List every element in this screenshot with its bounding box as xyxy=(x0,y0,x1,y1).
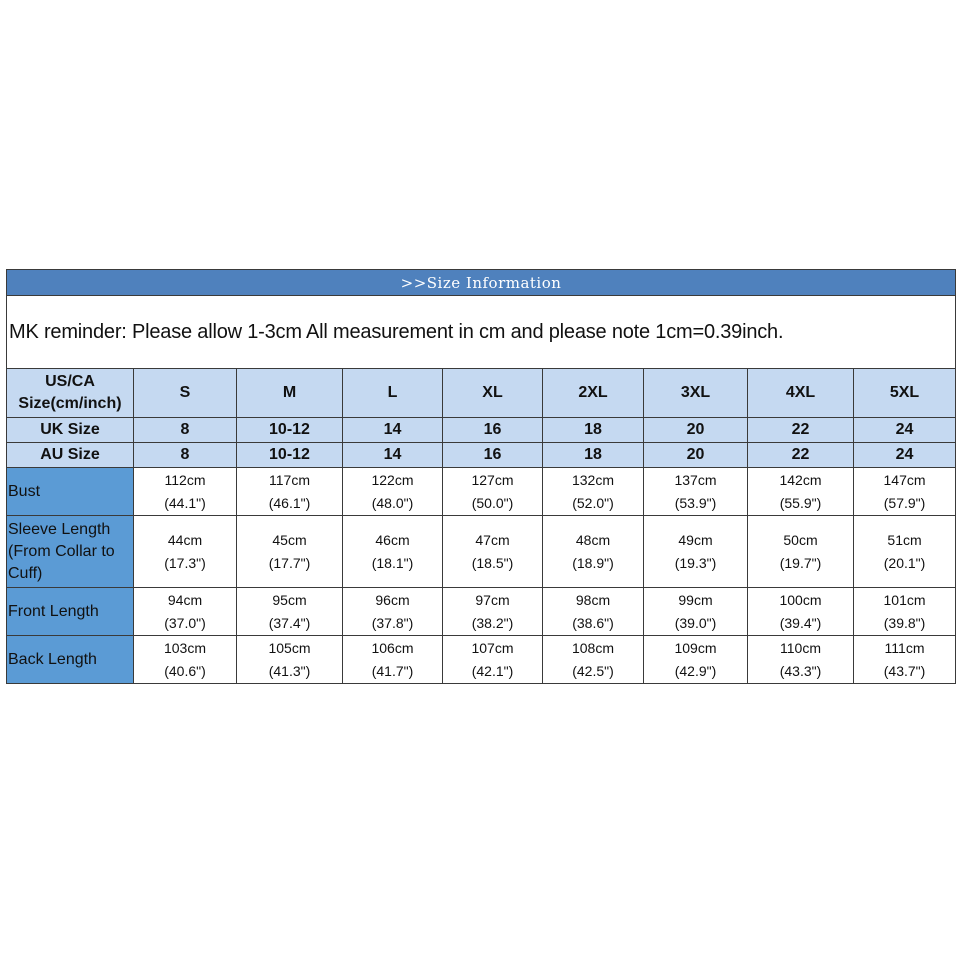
inch-value: (19.7") xyxy=(779,554,822,571)
cm-value: 110cm xyxy=(780,639,821,656)
cm-value: 94cm xyxy=(167,591,203,608)
inch-value: (38.6") xyxy=(572,614,614,631)
measurement-cell xyxy=(543,468,644,516)
cm-value: 45cm xyxy=(272,531,307,548)
size-cell: 5XL xyxy=(854,369,956,418)
cm-value: 122cm xyxy=(371,471,414,488)
measurement-cell xyxy=(644,468,748,516)
inch-value: (52.0") xyxy=(572,494,614,511)
uk-size-row xyxy=(7,418,956,443)
title-row xyxy=(7,270,956,296)
size-cell: 20 xyxy=(644,418,748,443)
inch-value: (38.2") xyxy=(471,614,514,631)
cm-value: 105cm xyxy=(268,639,311,656)
size-cell: 24 xyxy=(854,418,956,443)
measurement-cell xyxy=(443,588,543,636)
size-cell: 8 xyxy=(134,418,237,443)
inch-value: (41.3") xyxy=(268,662,311,679)
inch-value: (17.3") xyxy=(164,554,206,571)
inch-value: (37.0") xyxy=(164,614,206,631)
measurement-cell xyxy=(854,588,956,636)
back-length-row xyxy=(7,636,956,684)
inch-value: (57.9") xyxy=(883,494,926,511)
size-cell: 3XL xyxy=(644,369,748,418)
inch-value: (42.1") xyxy=(471,662,514,679)
size-cell: 16 xyxy=(443,443,543,468)
size-cell: XL xyxy=(443,369,543,418)
cm-value: 108cm xyxy=(571,639,615,656)
cm-value: 142cm xyxy=(779,471,822,488)
inch-value: (18.5") xyxy=(471,554,514,571)
measurement-cell xyxy=(854,636,956,684)
cm-value: 46cm xyxy=(375,531,410,548)
cm-value: 112cm xyxy=(164,471,206,488)
cm-value: 44cm xyxy=(167,531,203,548)
measurement-cell xyxy=(134,468,237,516)
bust-label: Bust xyxy=(7,468,134,516)
inch-value: (17.7") xyxy=(268,554,311,571)
reminder-row xyxy=(7,296,956,369)
cm-value: 98cm xyxy=(575,591,611,608)
us-ca-size-label: US/CA Size(cm/inch) xyxy=(7,369,134,418)
measurement-cell xyxy=(134,588,237,636)
cm-value: 111cm xyxy=(884,639,925,656)
measurement-cell xyxy=(854,468,956,516)
measurement-cell xyxy=(543,636,644,684)
bust-row xyxy=(7,468,956,516)
inch-value: (48.0") xyxy=(371,494,414,511)
measurement-cell xyxy=(343,588,443,636)
size-cell: 20 xyxy=(644,443,748,468)
size-cell: 14 xyxy=(343,418,443,443)
size-cell: S xyxy=(134,369,237,418)
size-cell: 22 xyxy=(748,443,854,468)
measurement-cell xyxy=(644,516,748,588)
inch-value: (44.1") xyxy=(164,494,206,511)
inch-value: (42.5") xyxy=(572,662,614,679)
size-cell: 16 xyxy=(443,418,543,443)
size-cell: 2XL xyxy=(543,369,644,418)
cm-value: 109cm xyxy=(674,639,717,656)
cm-value: 101cm xyxy=(883,591,926,608)
size-cell: 22 xyxy=(748,418,854,443)
cm-value: 100cm xyxy=(779,591,822,608)
back-length-label: Back Length xyxy=(7,636,134,684)
cm-value: 48cm xyxy=(575,531,611,548)
inch-value: (53.9") xyxy=(674,494,717,511)
measurement-cell xyxy=(237,468,343,516)
size-cell: 14 xyxy=(343,443,443,468)
cm-value: 127cm xyxy=(471,471,514,488)
size-cell: 8 xyxy=(134,443,237,468)
cm-value: 106cm xyxy=(371,639,414,656)
cm-value: 103cm xyxy=(163,639,207,656)
au-size-row xyxy=(7,443,956,468)
cm-value: 107cm xyxy=(471,639,514,656)
measurement-cell xyxy=(443,468,543,516)
reminder-note: MK reminder: Please allow 1-3cm All measurement in cm and please note 1cm=0.39inch. xyxy=(7,296,956,369)
inch-value: (39.4") xyxy=(779,614,822,631)
measurement-cell xyxy=(748,636,854,684)
inch-value: (20.1") xyxy=(883,554,926,571)
measurement-cell xyxy=(343,468,443,516)
us-ca-size-row xyxy=(7,369,956,418)
size-cell: 18 xyxy=(543,418,644,443)
measurement-cell xyxy=(134,636,237,684)
uk-size-label: UK Size xyxy=(7,418,134,443)
cm-value: 132cm xyxy=(571,471,615,488)
measurement-cell xyxy=(543,588,644,636)
measurement-cell xyxy=(343,636,443,684)
measurement-cell xyxy=(644,588,748,636)
measurement-cell xyxy=(748,516,854,588)
measurement-cell xyxy=(443,636,543,684)
cm-value: 97cm xyxy=(475,591,510,608)
inch-value: (46.1") xyxy=(268,494,311,511)
measurement-cell xyxy=(237,588,343,636)
size-cell: M xyxy=(237,369,343,418)
measurement-cell xyxy=(237,636,343,684)
cm-value: 95cm xyxy=(272,591,307,608)
inch-value: (43.7") xyxy=(883,662,926,679)
inch-value: (39.0") xyxy=(674,614,717,631)
measurement-cell xyxy=(854,516,956,588)
measurement-cell xyxy=(748,468,854,516)
inch-value: (37.8") xyxy=(371,614,414,631)
inch-value: (18.1") xyxy=(371,554,414,571)
cm-value: 137cm xyxy=(674,471,717,488)
size-chart-table xyxy=(6,269,956,684)
measurement-cell xyxy=(543,516,644,588)
cm-value: 147cm xyxy=(883,471,926,488)
inch-value: (18.9") xyxy=(572,554,614,571)
inch-value: (42.9") xyxy=(674,662,717,679)
size-cell: 10-12 xyxy=(237,443,343,468)
size-cell: L xyxy=(343,369,443,418)
cm-value: 50cm xyxy=(783,531,818,548)
inch-value: (50.0") xyxy=(471,494,514,511)
cm-value: 51cm xyxy=(887,531,922,548)
size-cell: 4XL xyxy=(748,369,854,418)
front-length-label: Front Length xyxy=(7,588,134,636)
cm-value: 117cm xyxy=(269,471,310,488)
size-cell: 18 xyxy=(543,443,644,468)
measurement-cell xyxy=(644,636,748,684)
inch-value: (43.3") xyxy=(779,662,822,679)
cm-value: 96cm xyxy=(375,591,410,608)
inch-value: (37.4") xyxy=(268,614,311,631)
measurement-cell xyxy=(748,588,854,636)
sleeve-length-row xyxy=(7,516,956,588)
inch-value: (55.9") xyxy=(779,494,822,511)
inch-value: (19.3") xyxy=(674,554,717,571)
cm-value: 47cm xyxy=(475,531,510,548)
cm-value: 99cm xyxy=(678,591,713,608)
front-length-row xyxy=(7,588,956,636)
measurement-cell xyxy=(343,516,443,588)
inch-value: (41.7") xyxy=(371,662,414,679)
inch-value: (39.8") xyxy=(883,614,926,631)
au-size-label: AU Size xyxy=(7,443,134,468)
size-cell: 24 xyxy=(854,443,956,468)
measurement-cell xyxy=(443,516,543,588)
size-cell: 10-12 xyxy=(237,418,343,443)
table-title: >>Size Information xyxy=(7,270,956,296)
sleeve-length-label: Sleeve Length (From Collar to Cuff) xyxy=(7,516,134,588)
cm-value: 49cm xyxy=(678,531,713,548)
inch-value: (40.6") xyxy=(164,662,206,679)
measurement-cell xyxy=(134,516,237,588)
measurement-cell xyxy=(237,516,343,588)
